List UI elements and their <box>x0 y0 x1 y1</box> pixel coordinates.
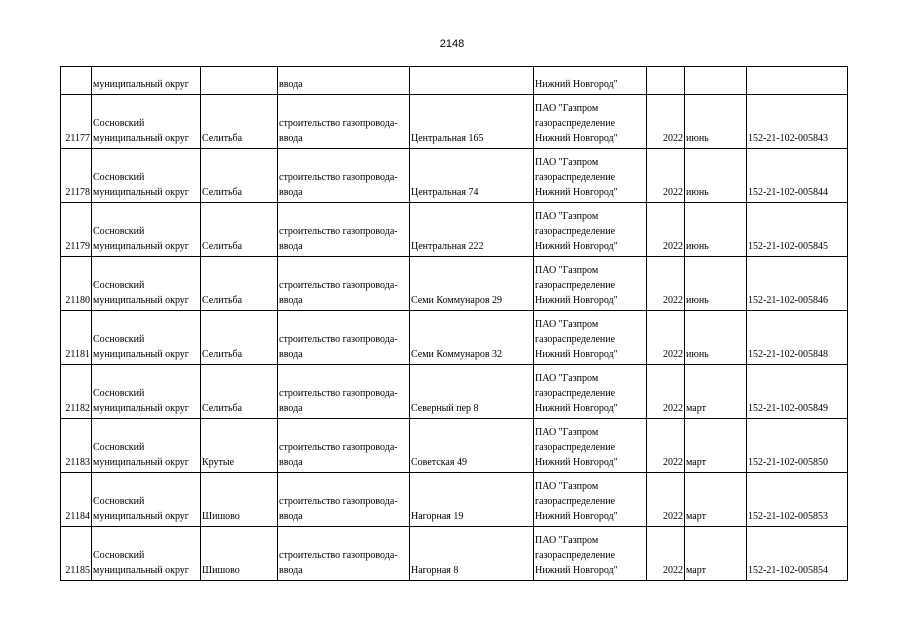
cell-locality <box>201 67 278 95</box>
cell-work: строительство газопровода- ввода <box>278 527 410 581</box>
registry-table <box>60 66 848 581</box>
cell-year: 2022 <box>647 311 685 365</box>
cell-code: 152-21-102-005843 <box>747 95 848 149</box>
cell-address: Центральная 165 <box>410 95 534 149</box>
cell-month: март <box>685 527 747 581</box>
cell-month: март <box>685 473 747 527</box>
cell-owner: ПАО "Газпром газораспределение Нижний Новгород" <box>534 95 647 149</box>
cell-locality: Селитьба <box>201 365 278 419</box>
cell-code: 152-21-102-005854 <box>747 527 848 581</box>
cell-locality: Селитьба <box>201 149 278 203</box>
table-row <box>61 95 848 149</box>
cell-work: строительство газопровода- ввода <box>278 203 410 257</box>
cell-locality: Селитьба <box>201 257 278 311</box>
cell-code: 152-21-102-005844 <box>747 149 848 203</box>
cell-num: 21183 <box>61 419 92 473</box>
cell-address: Советская 49 <box>410 419 534 473</box>
cell-work: строительство газопровода- ввода <box>278 149 410 203</box>
cell-address: Семи Коммунаров 29 <box>410 257 534 311</box>
cell-code: 152-21-102-005853 <box>747 473 848 527</box>
cell-month: июнь <box>685 203 747 257</box>
table-row <box>61 419 848 473</box>
cell-num: 21185 <box>61 527 92 581</box>
table-row <box>61 473 848 527</box>
cell-district: Сосновский муниципальный округ <box>92 473 201 527</box>
cell-address: Нагорная 8 <box>410 527 534 581</box>
cell-address: Северный пер 8 <box>410 365 534 419</box>
table-row <box>61 311 848 365</box>
cell-owner: ПАО "Газпром газораспределение Нижний Новгород" <box>534 473 647 527</box>
cell-district: Сосновский муниципальный округ <box>92 311 201 365</box>
cell-district: Сосновский муниципальный округ <box>92 257 201 311</box>
table-row <box>61 203 848 257</box>
cell-locality: Селитьба <box>201 311 278 365</box>
cell-num: 21178 <box>61 149 92 203</box>
cell-district: Сосновский муниципальный округ <box>92 95 201 149</box>
table-row-continued <box>61 67 848 95</box>
cell-work: ввода <box>278 67 410 95</box>
cell-district: Сосновский муниципальный округ <box>92 149 201 203</box>
cell-num: 21180 <box>61 257 92 311</box>
cell-district: Сосновский муниципальный округ <box>92 365 201 419</box>
cell-locality: Селитьба <box>201 95 278 149</box>
cell-code <box>747 67 848 95</box>
cell-code: 152-21-102-005848 <box>747 311 848 365</box>
cell-owner: ПАО "Газпром газораспределение Нижний Новгород" <box>534 365 647 419</box>
table-row <box>61 257 848 311</box>
cell-locality: Селитьба <box>201 203 278 257</box>
cell-work: строительство газопровода- ввода <box>278 257 410 311</box>
cell-work: строительство газопровода- ввода <box>278 473 410 527</box>
cell-year: 2022 <box>647 203 685 257</box>
cell-num: 21181 <box>61 311 92 365</box>
cell-address: Нагорная 19 <box>410 473 534 527</box>
cell-owner: ПАО "Газпром газораспределение Нижний Новгород" <box>534 311 647 365</box>
cell-district: Сосновский муниципальный округ <box>92 527 201 581</box>
cell-month: июнь <box>685 311 747 365</box>
cell-district: Сосновский муниципальный округ <box>92 203 201 257</box>
cell-work: строительство газопровода- ввода <box>278 95 410 149</box>
cell-month: июнь <box>685 95 747 149</box>
cell-month: март <box>685 419 747 473</box>
cell-code: 152-21-102-005845 <box>747 203 848 257</box>
cell-year: 2022 <box>647 95 685 149</box>
table-row <box>61 149 848 203</box>
cell-year: 2022 <box>647 257 685 311</box>
cell-address: Центральная 222 <box>410 203 534 257</box>
cell-owner: ПАО "Газпром газораспределение Нижний Новгород" <box>534 149 647 203</box>
cell-work: строительство газопровода- ввода <box>278 419 410 473</box>
cell-num: 21179 <box>61 203 92 257</box>
cell-num: 21177 <box>61 95 92 149</box>
cell-owner: ПАО "Газпром газораспределение Нижний Новгород" <box>534 203 647 257</box>
table-row <box>61 365 848 419</box>
cell-owner: ПАО "Газпром газораспределение Нижний Новгород" <box>534 419 647 473</box>
cell-address <box>410 67 534 95</box>
cell-month: июнь <box>685 257 747 311</box>
cell-year: 2022 <box>647 473 685 527</box>
cell-work: строительство газопровода- ввода <box>278 365 410 419</box>
page-number: 2148 <box>439 38 465 50</box>
cell-locality: Шишово <box>201 473 278 527</box>
cell-locality: Шишово <box>201 527 278 581</box>
cell-code: 152-21-102-005846 <box>747 257 848 311</box>
cell-year: 2022 <box>647 527 685 581</box>
cell-work: строительство газопровода- ввода <box>278 311 410 365</box>
cell-code: 152-21-102-005850 <box>747 419 848 473</box>
cell-code: 152-21-102-005849 <box>747 365 848 419</box>
table-row <box>61 527 848 581</box>
cell-year: 2022 <box>647 419 685 473</box>
cell-owner: ПАО "Газпром газораспределение Нижний Новгород" <box>534 527 647 581</box>
cell-year: 2022 <box>647 365 685 419</box>
cell-month: июнь <box>685 149 747 203</box>
cell-num: 21184 <box>61 473 92 527</box>
cell-locality: Крутые <box>201 419 278 473</box>
cell-owner: Нижний Новгород" <box>534 67 647 95</box>
cell-month <box>685 67 747 95</box>
cell-year: 2022 <box>647 149 685 203</box>
cell-district: муниципальный округ <box>92 67 201 95</box>
cell-num: 21182 <box>61 365 92 419</box>
cell-num <box>61 67 92 95</box>
cell-address: Семи Коммунаров 32 <box>410 311 534 365</box>
cell-year <box>647 67 685 95</box>
cell-address: Центральная 74 <box>410 149 534 203</box>
cell-district: Сосновский муниципальный округ <box>92 419 201 473</box>
cell-month: март <box>685 365 747 419</box>
cell-owner: ПАО "Газпром газораспределение Нижний Новгород" <box>534 257 647 311</box>
